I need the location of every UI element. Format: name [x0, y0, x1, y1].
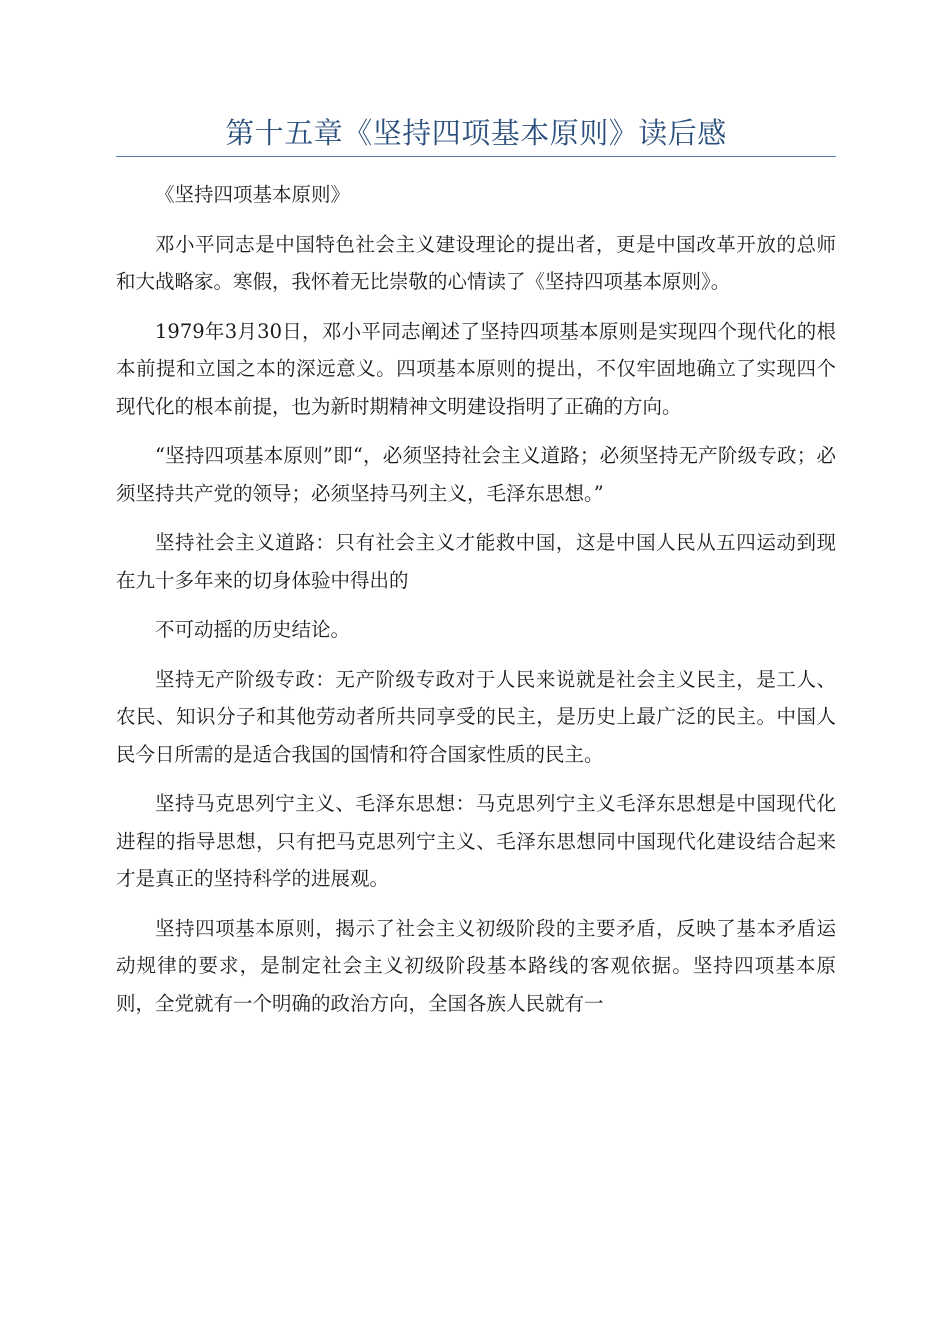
page-title: 第十五章《坚持四项基本原则》读后感: [225, 116, 727, 150]
paragraph-1979: 1979年3月30日，邓小平同志阐述了坚持四项基本原则是实现四个现代化的根本前提和立国之本的深远意义。四项基本原则的提出，不仅牢固地确立了实现四个现代化的根本前提，也为新时期精神文明建设指明了正确的方向。: [116, 319, 836, 418]
paragraph-adherence: 坚持四项基本原则，揭示了社会主义初级阶段的主要矛盾，反映了基本矛盾运动规律的要求，是制定社会主义初级阶段基本路线的客观依据。坚持四项基本原则，全党就有一个明确的政治方向，全国各族人民就有一: [116, 916, 836, 1015]
paragraph-intro: 邓小平同志是中国特色社会主义建设理论的提出者，更是中国改革开放的总师和大战略家。寒假，我怀着无比崇敬的心情读了《坚持四项基本原则》。: [116, 232, 836, 293]
paragraph-marxism-leninism: 坚持马克思列宁主义、毛泽东思想：马克思列宁主义毛泽东思想是中国现代化进程的指导思想，只有把马克思列宁主义、毛泽东思想同中国现代化建设结合起来才是真正的坚持科学的进展观。: [116, 792, 836, 890]
title-block: [116, 112, 836, 157]
paragraph-socialist-road: 坚持社会主义道路：只有社会主义才能救中国，这是中国人民从五四运动到现在九十多年来的切身体验中得出的: [116, 531, 836, 592]
paragraph-book-title: 《坚持四项基本原则》: [155, 183, 351, 206]
paragraph-historical-conclusion: 不可动摇的历史结论。: [155, 618, 351, 641]
paragraph-proletarian-dictatorship: 坚持无产阶级专政：无产阶级专政对于人民来说就是社会主义民主，是工人、农民、知识分子和其他劳动者所共同享受的民主，是历史上最广泛的民主。中国人民今日所需的是适合我国的国情和符合国家性质的民主。: [116, 667, 836, 766]
title-underline: [116, 156, 836, 157]
paragraph-four-principles: “坚持四项基本原则”即“，必须坚持社会主义道路；必须坚持无产阶级专政；必须坚持共产党的领导；必须坚持马列主义，毛泽东思想。”: [116, 444, 836, 505]
document-body: [116, 176, 836, 1034]
